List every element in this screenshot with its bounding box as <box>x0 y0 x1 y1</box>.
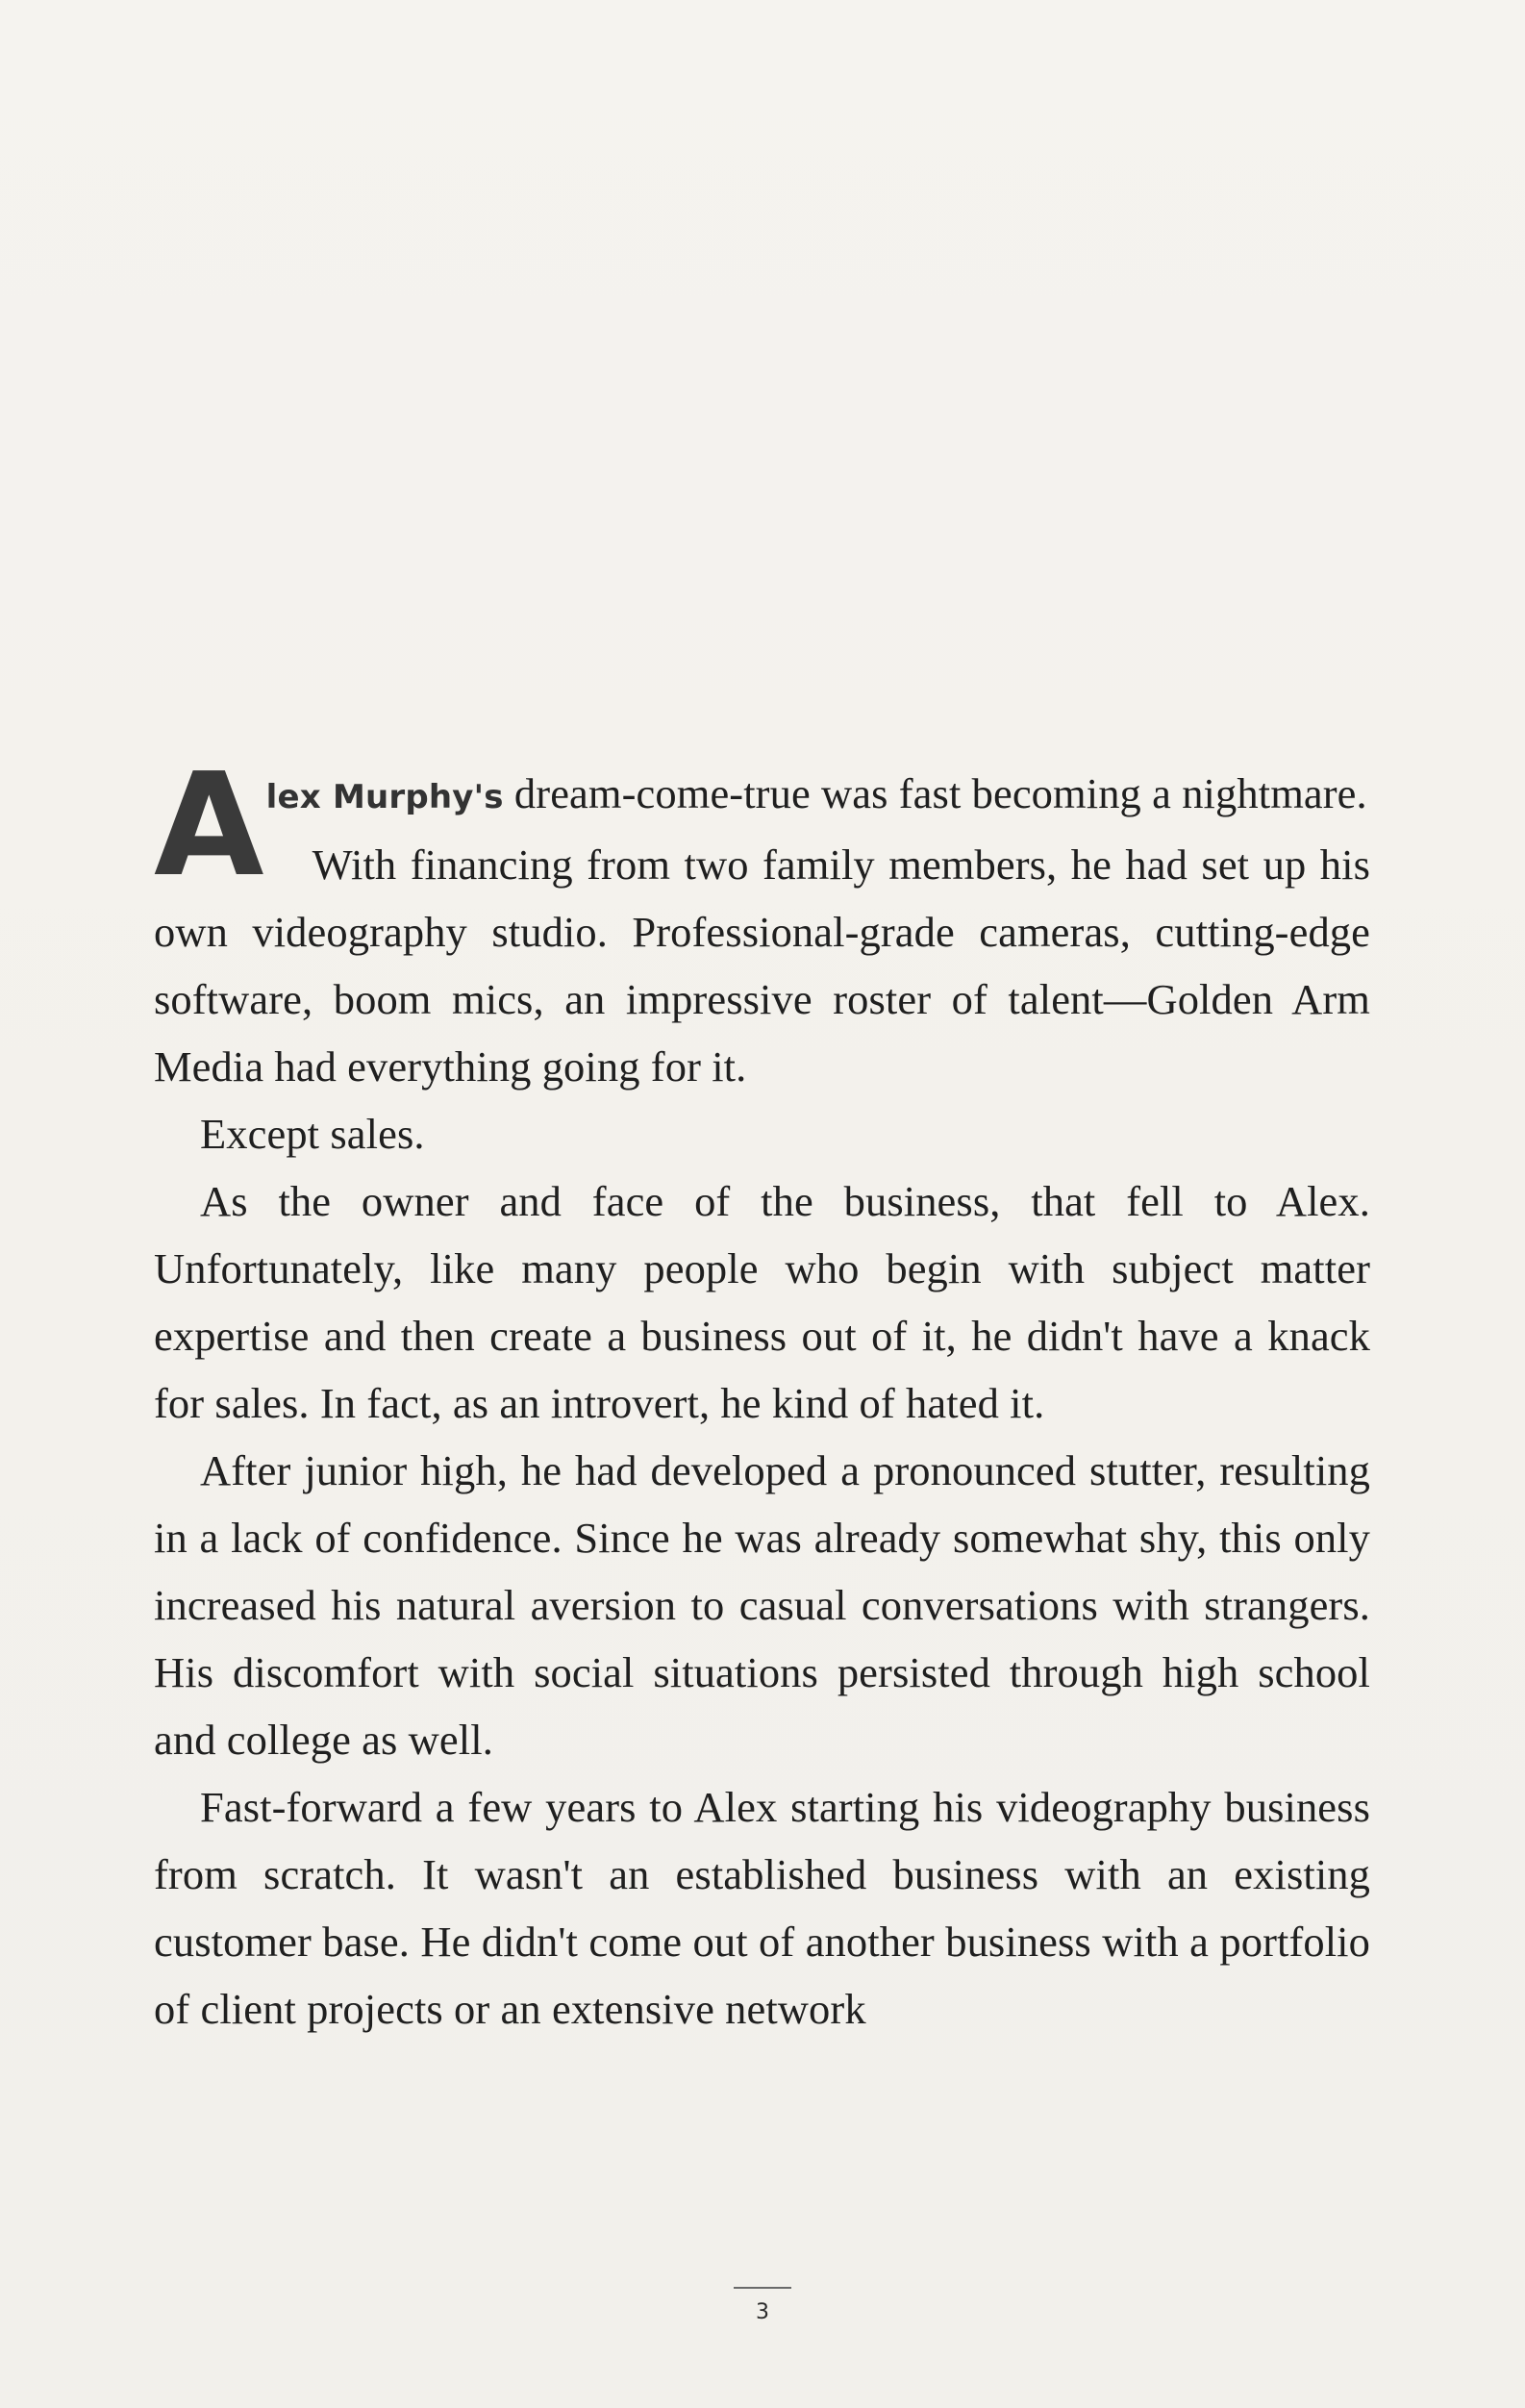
footer-rule <box>734 2287 791 2289</box>
opening-paragraph-text: dream-come-true was fast becoming a nightmare. <box>503 769 1367 817</box>
paragraph: Fast-forward a few years to Alex starting his videography business from scratch. It wasn't an established business with an existing customer base. He didn't come out of another business with a portfolio of client projects or an extensive network <box>154 1783 1370 2033</box>
page-number: 3 <box>756 2300 769 2324</box>
paragraph: Except sales. <box>200 1110 425 1158</box>
opening-paragraph <box>154 742 1370 908</box>
paragraph: After junior high, he had developed a pronounced stutter, resulting in a lack of confidence. Since he was already somewhat shy, this only increased his natural aversion to casual conversations with strangers. His discomfort with social situations persisted through high school and college as well. <box>154 1446 1370 1764</box>
paragraph: With financing from two family members, he had set up his own videography studio. Professional-grade cameras, cutting-edge software, boom mics, an impressive roster of talent—Golden Arm Media had everything going for it. <box>154 840 1370 1091</box>
body-text <box>154 742 1370 2043</box>
drop-cap: A <box>154 742 264 908</box>
lead-in: lex Murphy's <box>265 778 504 816</box>
paragraph: As the owner and face of the business, that fell to Alex. Unfortunately, like many people who begin with subject matter expertise and then create a business out of it, he didn't have a knack for sales. In fact, as an introvert, he kind of hated it. <box>154 1177 1370 1427</box>
